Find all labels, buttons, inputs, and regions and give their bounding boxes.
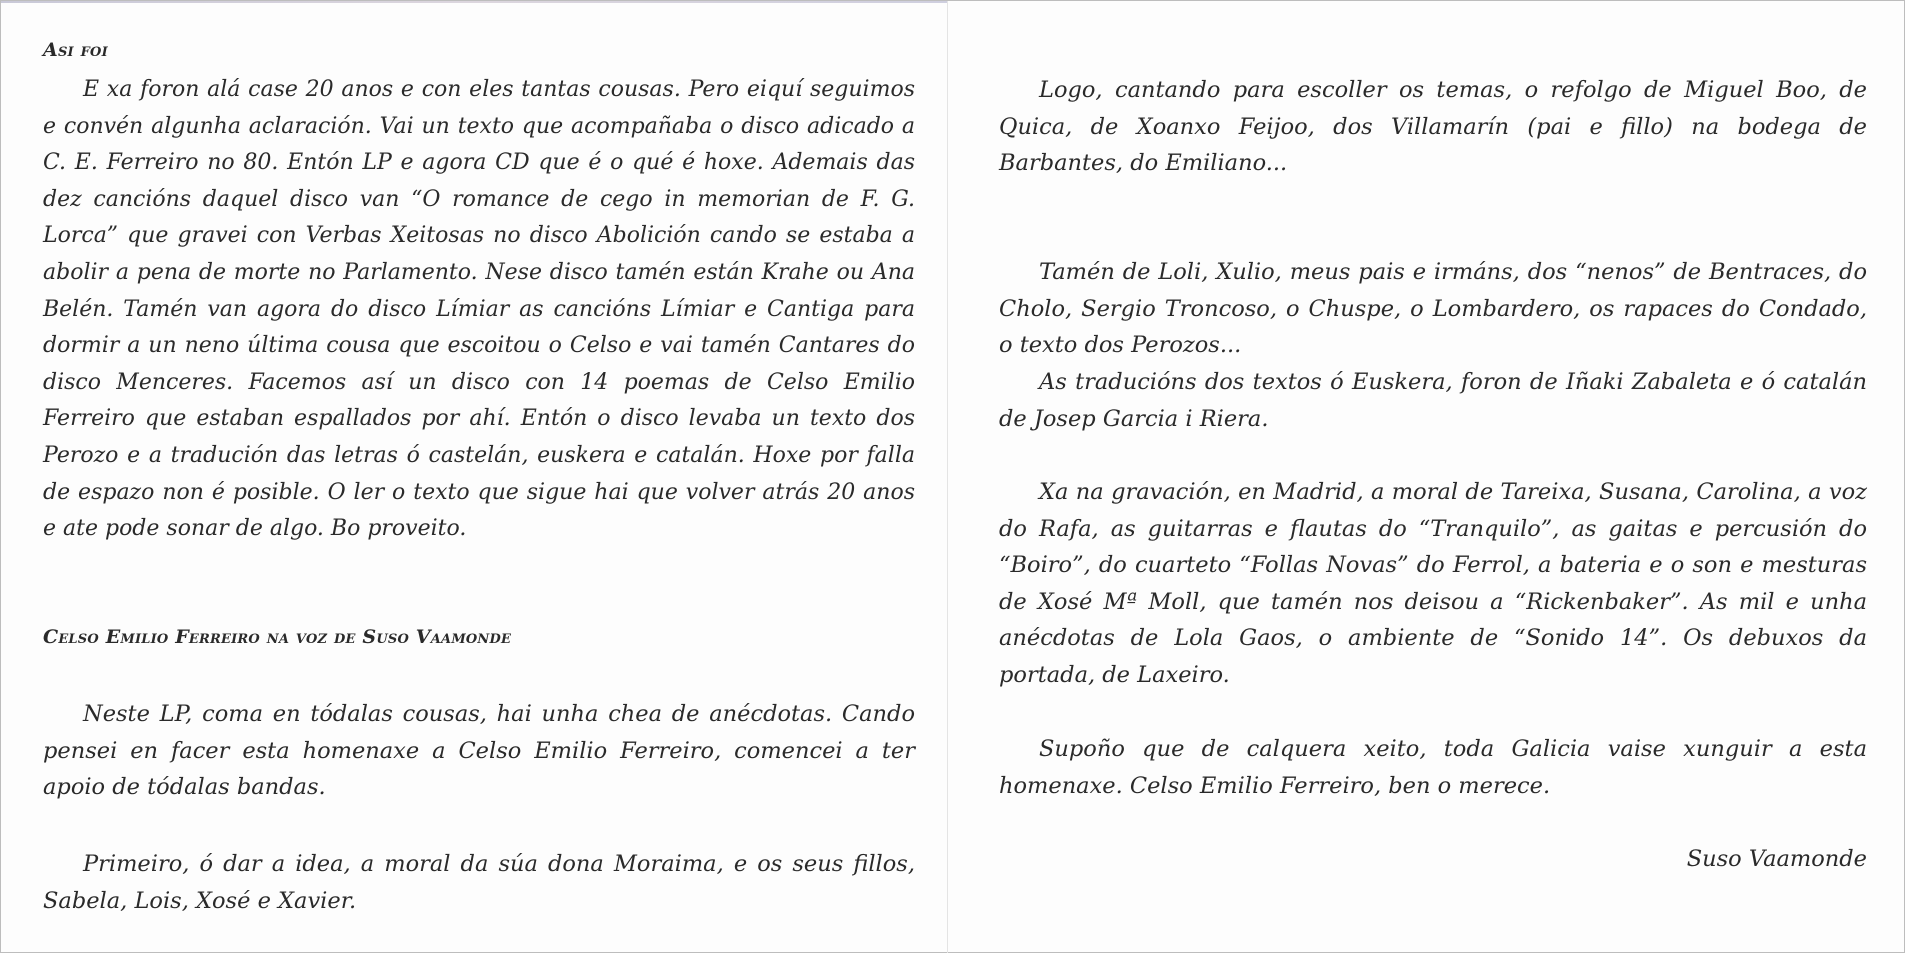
paragraph-choosing-songs: Logo, cantando para escoller os temas, o refolgo de Miguel Boo, de Quica, de Xoanxo Feijoo, dos Villamarín (pai e fillo) na bodega de Barbantes, do Emiliano... bbox=[999, 77, 1867, 177]
top-edge-line bbox=[1, 1, 947, 3]
paragraph-anecdotes: Neste LP, coma en tódalas cousas, hai unha chea de anécdotas. Cando pensei en facer esta homenaxe a Celso Emilio Ferreiro, comencei a ter apoio de tódalas bandas. bbox=[43, 701, 915, 801]
paragraph-intro: E xa foron alá case 20 anos e con eles tantas cousas. Pero eiquí seguimos e convén algunha aclaración. Vai un texto que acompañaba o disco adicado a C. E. Ferreiro no 80. Entón LP e agora CD que é o qué é hoxe. Ademais das dez cancións daquel disco van “O romance de cego in memorian de F. G. Lorca” que gravei con Verbas Xeitosas no disco Abolición cando se estaba a abolir a pena de morte no Parlamento. Nese disco tamén están Krahe ou Ana Belén. Tamén van agora do disco Límiar as cancións Límiar e Cantiga para dormir a un neno última cousa que escoitou o Celso e vai tamén Cantares do disco Menceres. Facemos así un disco con 14 poemas de Celso Emilio Ferreiro que estaban espallados por ahí. Entón o disco levaba un texto dos Perozo e a tradución das letras ó castelán, euskera e catalán. Hoxe por falla de espazo non é posible. O ler o texto que sigue hai que volver atrás 20 anos e ate pode sonar de algo. Bo proveito. bbox=[43, 77, 915, 542]
heading-asi-foi: Asi foi bbox=[43, 39, 108, 61]
heading-celso-emilio: Celso Emilio Ferreiro na voz de Suso Vaamonde bbox=[43, 626, 512, 648]
paragraph-recording: Xa na gravación, en Madrid, a moral de Tareixa, Susana, Carolina, a voz do Rafa, as guitarras e flautas do “Tranquilo”, as gaitas e percusión do “Boiro”, do cuarteto “Follas Novas” do Ferrol, a bateria e o son e mesturas de Xosé Mª Moll, que tamén nos deisou a “Rickenbaker”. As mil e unha anécdotas de Lola Gaos, o ambiente de “Sonido 14”. Os debuxos da portada, de Laxeiro. bbox=[999, 479, 1867, 688]
paragraph-first-support: Primeiro, ó dar a idea, a moral da súa dona Moraima, e os seus fillos, Sabela, Lois, Xosé e Xavier. bbox=[43, 851, 915, 914]
paragraph-thanks-family: Tamén de Loli, Xulio, meus pais e irmáns, dos “nenos” de Bentraces, do Cholo, Sergio Troncoso, o Chuspe, o Lombardero, os rapaces do Condado, o texto dos Perozos... bbox=[999, 259, 1867, 359]
signature: Suso Vaamonde bbox=[1686, 846, 1867, 872]
paragraph-closing: Supoño que de calquera xeito, toda Galicia vaise xunguir a esta homenaxe. Celso Emilio Ferreiro, ben o merece. bbox=[999, 736, 1867, 799]
paragraph-translations: As traducións dos textos ó Euskera, foron de Iñaki Zabaleta e ó catalán de Josep Garcia i Riera. bbox=[999, 369, 1867, 432]
center-fold bbox=[947, 1, 948, 953]
